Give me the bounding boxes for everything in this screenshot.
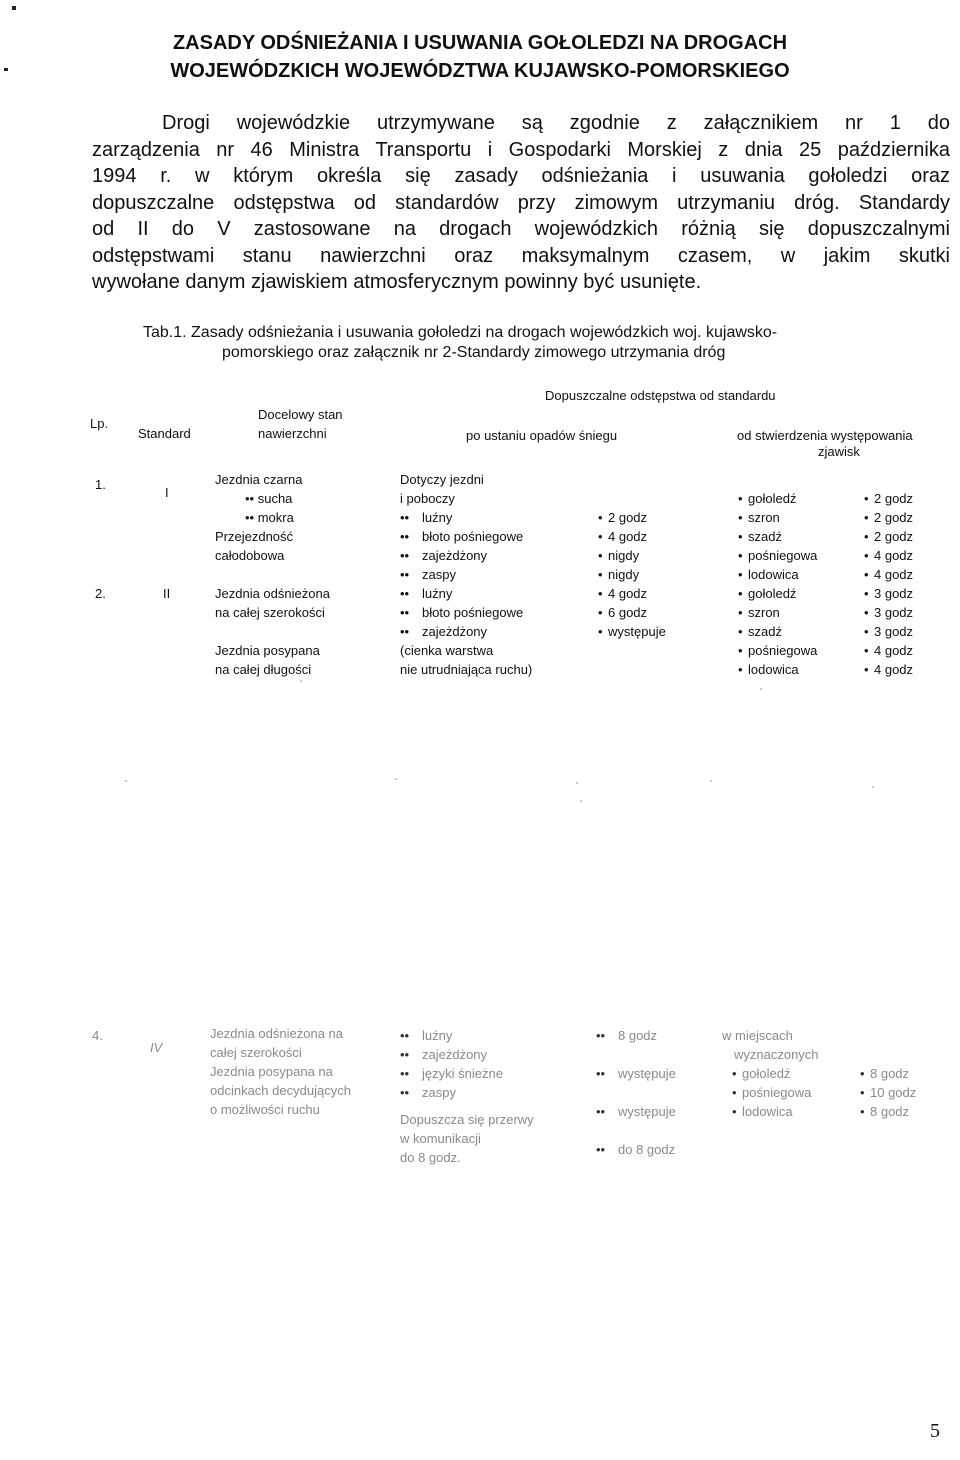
row4-snow-item: luźny <box>422 1028 453 1043</box>
row2-snow-item: zajeżdżony <box>422 624 488 639</box>
page-number: 5 <box>930 1420 940 1442</box>
intro-line: wywołane danym zjawiskiem atmosferycznym powinny być usunięte. <box>92 271 702 293</box>
caption-line-1: Tab.1. Zasady odśnieżania i usuwania gołoledzi na drogach wojewódzkich woj. kujawsko- <box>143 324 778 341</box>
row2-target-line: na całej szerokości <box>215 605 325 620</box>
header-allowed-deviations: Dopuszczalne odstępstwa od standardu <box>545 388 776 403</box>
header-from-detection-2: zjawisk <box>818 444 860 459</box>
row1-snow-time: 4 godz <box>608 529 648 544</box>
scan-speck <box>760 688 762 690</box>
row4-target-line: Jezdnia posypana na <box>210 1064 333 1079</box>
row4-target-line: całej szerokości <box>210 1045 302 1060</box>
row4-phenomenon: lodowica <box>742 1104 793 1119</box>
row2-phenomenon: szadź <box>748 624 782 639</box>
row4-target-line: Jezdnia odśnieżona na <box>210 1026 343 1041</box>
row1-snow-item: zajeżdżony <box>422 548 488 563</box>
row2-snow-times: • 4 godz • 6 godz • występuje <box>598 586 666 639</box>
row1-standard: I <box>165 485 169 500</box>
row1-phen-time: 2 godz <box>874 491 914 506</box>
row2-phenomenon: pośniegowa <box>748 643 818 658</box>
scan-speck <box>576 782 578 784</box>
row1-snow-time: nigdy <box>608 548 640 563</box>
row2-target-line: na całej długości <box>215 662 312 677</box>
row1-target-line: •• sucha <box>245 491 293 506</box>
row1-phenomenon: szron <box>748 510 780 525</box>
row4-snow-item: zajeżdżony <box>422 1047 488 1062</box>
row4-phenomenon: gołoledź <box>742 1066 791 1081</box>
row4-phen-times: • 8 godz • 10 godz • 8 godz <box>860 1066 917 1119</box>
row1-snow-times: • 2 godz • 4 godz • nigdy • nigdy <box>598 510 648 582</box>
row4-lp: 4. <box>92 1028 103 1043</box>
row4-snow-item: języki śnieżne <box>422 1066 503 1081</box>
intro-line: Drogi wojewódzkie utrzymywane są zgodnie z załącznikiem nr 1 do <box>162 112 950 134</box>
scan-speck <box>710 780 712 782</box>
row4-target <box>210 1024 351 1119</box>
row4-snow-item: zaspy <box>422 1085 456 1100</box>
row4-phenomenon: pośniegowa <box>742 1085 812 1100</box>
row2-snow: •• luźny •• błoto pośniegowe •• zajeżdżony (cienka warstwa nie utrudniająca ruchu) <box>400 586 533 677</box>
row1-snow-time: nigdy <box>608 567 640 582</box>
row4-standard: IV <box>150 1040 163 1055</box>
row2-phen-time: 3 godz <box>874 586 914 601</box>
row4-phen-place: wyznaczonych <box>734 1047 819 1062</box>
row2-snow-time: 6 godz <box>608 605 648 620</box>
scan-speck <box>300 680 302 682</box>
row1-snow: Dotyczy jezdni i poboczy •• luźny •• błoto pośniegowe •• zajeżdżony •• zaspy <box>400 472 524 582</box>
row2-snow-item: błoto pośniegowe <box>422 605 524 620</box>
row2-snow-note: (cienka warstwa <box>400 643 494 658</box>
row1-target-line: Przejezdność <box>215 529 294 544</box>
row1-lp: 1. <box>95 477 106 492</box>
document-title-line-2: WOJEWÓDZKICH WOJEWÓDZTWA KUJAWSKO-POMORSKIEGO <box>170 60 790 82</box>
row4-phen-time: 8 godz <box>870 1066 910 1081</box>
row2-target-line: Jezdnia odśnieżona <box>215 586 330 601</box>
scan-speck <box>872 786 874 788</box>
row1-phenomenon: lodowica <box>748 567 799 582</box>
row4-phenomena: w miejscach wyznaczonych • gołoledź • pośniegowa • lodowica <box>722 1028 819 1119</box>
row2-snow-time: 4 godz <box>608 586 648 601</box>
row2-standard: II <box>163 586 171 601</box>
row4-snow-time: do 8 godz <box>618 1142 676 1157</box>
row1-target <box>215 470 302 565</box>
row2-phenomenon: lodowica <box>748 662 799 677</box>
row1-target-line: Jezdnia czarna <box>215 472 303 487</box>
row1-target-line: całodobowa <box>215 548 285 563</box>
caption-line-2: pomorskiego oraz załącznik nr 2-Standardy zimowego utrzymania dróg <box>222 344 726 361</box>
intro-line: odstępstwami stanu nawierzchni oraz maksymalnym czasem, w jakim skutki <box>92 244 950 267</box>
row2-phenomenon: gołoledź <box>748 586 797 601</box>
header-target-state-2: nawierzchni <box>258 426 327 441</box>
row4-snow-times: •• 8 godz •• występuje •• występuje •• do 8 godz <box>596 1028 676 1157</box>
intro-line: 1994 r. w którym określa się zasady odśnieżania i usuwania gołoledzi oraz <box>92 165 950 187</box>
row2-target <box>215 584 330 679</box>
row1-phen-times: • 2 godz • 2 godz • 2 godz • 4 godz • 4 godz <box>864 491 914 582</box>
row2-phen-time: 3 godz <box>874 624 914 639</box>
intro-line: zarządzenia nr 46 Ministra Transportu i Gospodarki Morskiej z dnia 25 października <box>92 138 950 161</box>
row1-phenomenon: gołoledź <box>748 491 797 506</box>
row4-target-line: o możliwości ruchu <box>210 1102 320 1117</box>
row1-phen-time: 4 godz <box>874 548 914 563</box>
row2-target-line <box>215 622 330 641</box>
header-after-snowfall: po ustaniu opadów śniegu <box>466 428 618 443</box>
row1-snow-time: 2 godz <box>608 510 648 525</box>
row2-snow-note: nie utrudniająca ruchu) <box>400 662 533 677</box>
row2-phen-time: 4 godz <box>874 643 914 658</box>
scan-speck <box>125 780 127 782</box>
row2-phen-times: • 3 godz • 3 godz • 3 godz • 4 godz • 4 godz <box>864 586 914 677</box>
row4-snow: •• luźny •• zajeżdżony •• języki śnieżne •• zaspy Dopuszcza się przerwy w komunikacji do 8 godz. <box>400 1028 534 1165</box>
row2-phenomenon: szron <box>748 605 780 620</box>
row2-snow-time: występuje <box>608 624 666 639</box>
row4-phen-time: 10 godz <box>870 1085 917 1100</box>
row1-snow-intro: Dotyczy jezdni <box>400 472 484 487</box>
document-title-line-1: ZASADY ODŚNIEŻANIA I USUWANIA GOŁOLEDZI NA DROGACH <box>172 32 788 54</box>
header-from-detection-1: od stwierdzenia występowania <box>737 428 913 443</box>
row2-phen-time: 3 godz <box>874 605 914 620</box>
row1-snow-intro: i poboczy <box>400 491 455 506</box>
row1-phen-time: 2 godz <box>874 529 914 544</box>
intro-line: od II do V zastosowane na drogach wojewódzkich różnią się dopuszczalnymi <box>92 218 950 240</box>
row4-phen-place: w miejscach <box>722 1028 793 1043</box>
stray-mark <box>12 6 16 10</box>
header-target-state-1: Docelowy stan <box>258 407 343 422</box>
row4-snow-note: Dopuszcza się przerwy <box>400 1112 534 1127</box>
row1-phen-time: 4 godz <box>874 567 914 582</box>
scan-speck <box>580 800 582 802</box>
row4-phen-time: 8 godz <box>870 1104 910 1119</box>
header-standard: Standard <box>138 426 191 441</box>
row4-snow-time: występuje <box>618 1066 676 1081</box>
row1-phenomena: • gołoledź • szron • szadź • pośniegowa • lodowica <box>738 491 818 582</box>
row2-phenomena: • gołoledź • szron • szadź • pośniegowa • lodowica <box>738 586 818 677</box>
row1-phen-time: 2 godz <box>874 510 914 525</box>
row2-snow-item: luźny <box>422 586 453 601</box>
intro-paragraph <box>92 110 950 296</box>
row2-target-line: Jezdnia posypana <box>215 643 320 658</box>
row1-target-line: •• mokra <box>245 510 294 525</box>
row1-snow-item: błoto pośniegowe <box>422 529 524 544</box>
row4-target-line: odcinkach decydujących <box>210 1083 351 1098</box>
row1-phenomenon: pośniegowa <box>748 548 818 563</box>
header-lp: Lp. <box>90 416 109 431</box>
row4-snow-note: do 8 godz. <box>400 1150 461 1165</box>
table-caption <box>143 323 863 363</box>
row4-snow-time: 8 godz <box>618 1028 658 1043</box>
row1-phenomenon: szadź <box>748 529 782 544</box>
row2-lp: 2. <box>95 586 106 601</box>
intro-line: dopuszczalne odstępstwa od standardów przy zimowym utrzymaniu dróg. Standardy <box>92 191 950 214</box>
row1-snow-item: luźny <box>422 510 453 525</box>
row4-snow-time: występuje <box>618 1104 676 1119</box>
row2-phen-time: 4 godz <box>874 662 914 677</box>
row1-snow-item: zaspy <box>422 567 456 582</box>
scan-speck <box>395 778 397 780</box>
row4-snow-note: w komunikacji <box>400 1131 481 1146</box>
